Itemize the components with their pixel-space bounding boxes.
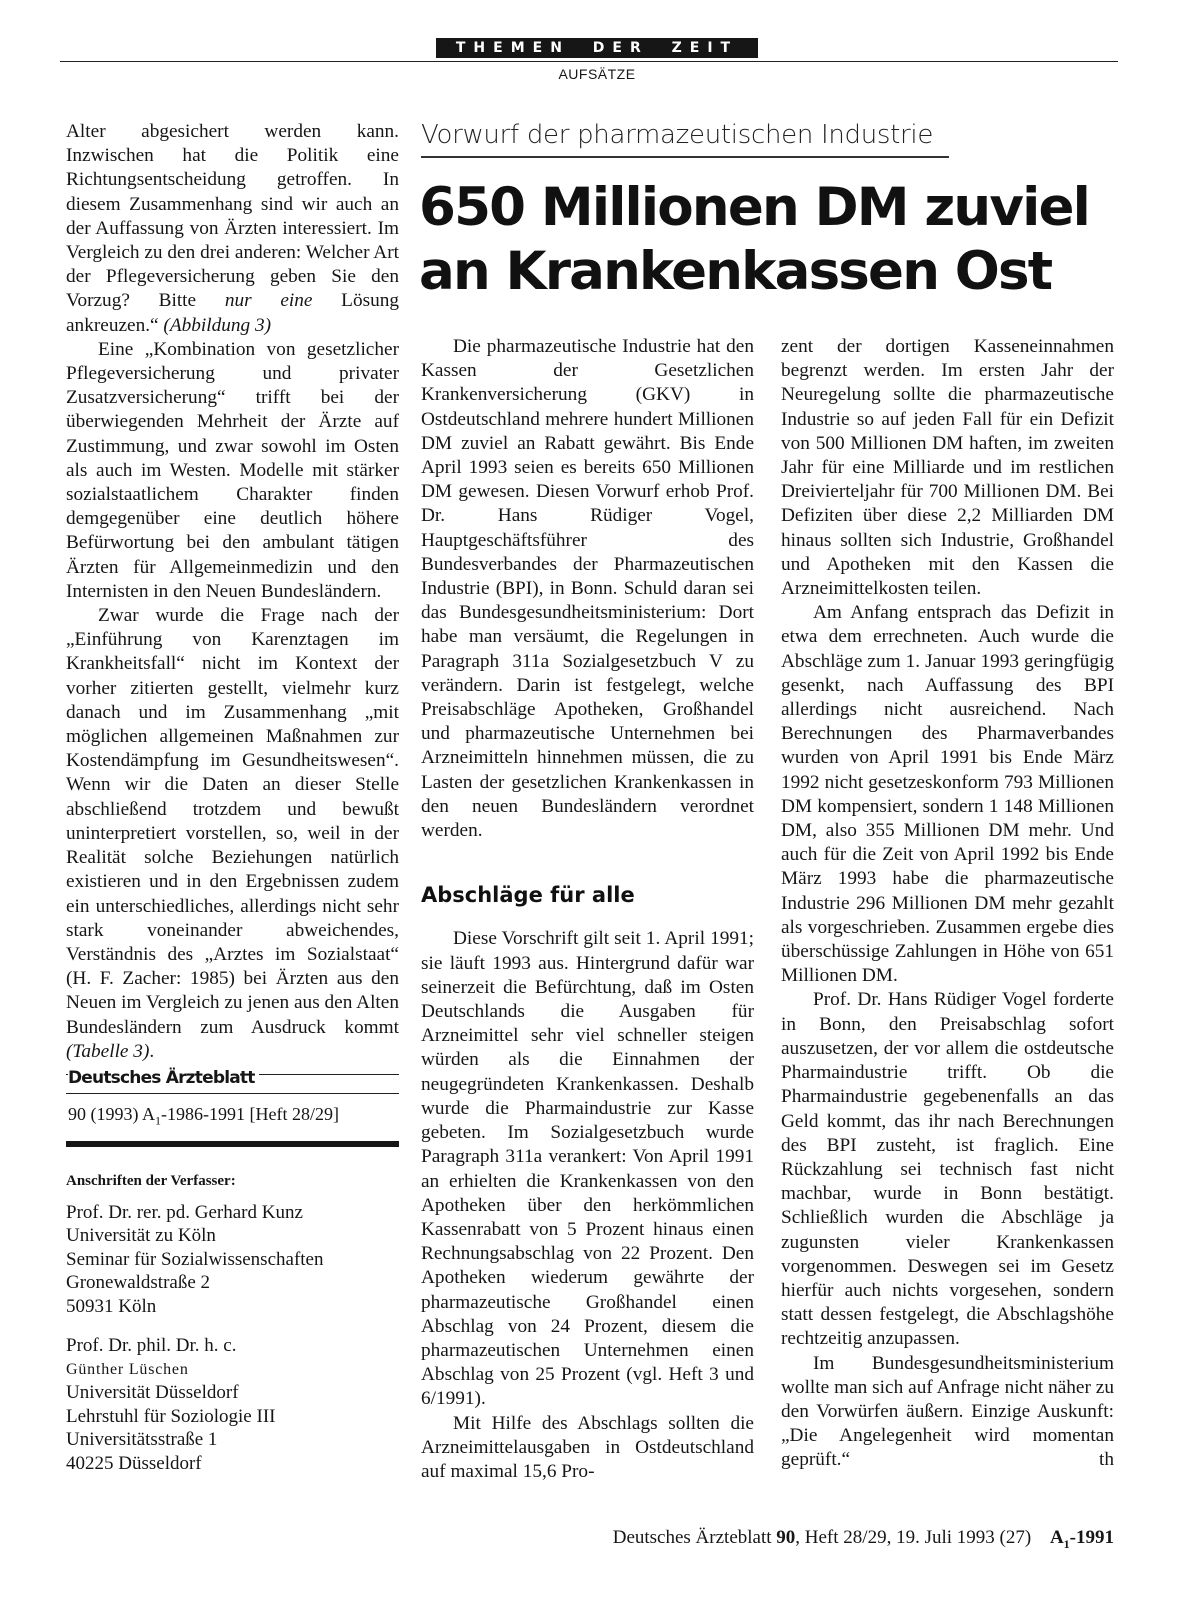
citation: 90 (1993) $A_1-1986-1991$ [Heft 28/29]	[68, 1103, 339, 1128]
closing-text: Im Bundesgesundheitsministerium wollte man sich auf Anfrage nicht näher zu den Vorwürfen äußern. Einzige Auskunft: „Die Angelegenheit wird momentan geprüft.“	[781, 1352, 1114, 1471]
address-line: 40225 Düsseldorf	[66, 1452, 202, 1474]
body-paragraph: Mit Hilfe des Abschlags sollten die Arzneimittelausgaben in Ostdeutschland auf maximal 15,6 Pro-	[421, 1412, 754, 1482]
address-block	[66, 1381, 399, 1475]
left-column	[66, 120, 399, 1475]
page-footer	[613, 1527, 1114, 1552]
headline-line: an Krankenkassen Ost	[419, 241, 1052, 302]
body-paragraph: Prof. Dr. Hans Rüdiger Vogel forderte in Bonn, den Preisabschlag sofort auszusetzen, der vor allem die ostdeutsche Pharmaindustrie trifft. Ob die Pharmaindustrie gegebenenfalls an das Geld kommt, das ihr nach Berechnungen des BPI zusteht, ist fraglich. Eine Rückzahlung sei technisch fast nicht machbar, wurde in Bonn bestätigt. Schließlich wurden die Abschläge ja zugunsten vieler Krankenkassen vorgenommen. Deswegen sei im Gesetz hierfür auch nichts vorgesehen, sondern statt dessen festgelegt, die Abschlagshöhe rechtzeitig anzupassen.	[781, 989, 1114, 1350]
address-line: Prof. Dr. rer. pd. Gerhard Kunz	[66, 1201, 303, 1223]
footer-journal: Deutsches Ärzteblatt	[612, 1527, 772, 1548]
body-paragraph: Die pharmazeutische Industrie hat den Kassen der Gesetzlichen Krankenversicherung (GKV) in Ostdeutschland mehrere hundert Millionen DM zuviel an Rabatt gewährt. Bis Ende April 1993 seien es bereits 650 Millionen DM gewesen. Diesen Vorwurf erhob Prof. Dr. Hans Rüdiger Vogel, Hauptgeschäftsführer des Bundesverbandes der Pharmazeutischen Industrie (BPI), in Bonn. Schuld daran sei das Bundesgesundheitsministerium: Dort habe man versäumt, die Regelungen in Paragraph 311a Sozialgesetzbuch V zu verändern. Darin ist festgelegt, welche Preisabschläge Apotheken, Großhandel und pharmazeutische Unternehmen bei Arzneimitteln hinnehmen müssen, die zu Lasten der gesetzlichen Krankenkassen in den neuen Bundesländern verordnet werden.	[421, 336, 754, 842]
article-kicker: Vorwurf der pharmazeutischen Industrie	[421, 120, 934, 150]
address-label: Anschriften der Verfasser:	[66, 1172, 236, 1189]
footer-issue: , Heft 28/29, 19. Juli 1993 (27)	[795, 1527, 1032, 1548]
body-paragraph: Am Anfang entsprach das Defizit in etwa dem errechneten. Auch wurde die Abschläge zum 1. Januar 1993 geringfügig gesenkt, nach Auffassung des BPI allerdings nicht ausreichend. Nach Berechnungen des Pharmaverbandes wurden von April 1991 bis Ende März 1992 nicht gesetzeskonform 793 Millionen DM kompensiert, sondern 1 148 Millionen DM, also 355 Millionen DM mehr. Und auch für die Zeit von April 1992 bis Ende März 1993 habe die pharmazeutische Industrie 296 Millionen DM mehr gezahlt als vorgeschrieben. Zusammen ergebe dies überschüssige Zahlungen in Höhe von 651 Millionen DM.	[781, 602, 1114, 987]
headline-line: 650 Millionen DM zuviel	[419, 177, 1089, 238]
author-name: Günther Lüschen	[66, 1360, 189, 1378]
body-paragraph: Eine „Kombination von gesetzlicher Pflegeversicherung und privater Zusatzversicherung“ trifft bei der überwiegenden Mehrheit der Ärzte auf Zustimmung, und zwar sowohl im Osten als auch im Westen. Modelle mit stärker sozialstaatlichem Charakter finden demgegenüber eine deutlich höhere Befürwortung bei den ambulant tätigen Ärzten für Allgemeinmedizin und den Internisten in den Neuen Bundesländern.	[66, 338, 399, 602]
address-line: Prof. Dr. phil. Dr. h. c.	[66, 1335, 237, 1357]
body-paragraph: zent der dortigen Kasseneinnahmen begrenzt werden. Im ersten Jahr der Neuregelung sollte die pharmazeutische Industrie so auf jeden Fall für ein Defizit von 500 Millionen DM haften, im zweiten Jahr für eine Milliarde und im restlichen Dreivierteljahr für 700 Millionen DM. Bei Defiziten über diese 2,2 Milliarden DM hinaus sollten sich Industrie, Großhandel und Apotheken mit den Kassen die Arzneimittelkosten teilen.	[781, 336, 1114, 600]
body-paragraph: Zwar wurde die Frage nach der „Einführung von Karenztagen im Krankheitsfall“ nicht im Kontext der vorher zitierten gestellt, vielmehr kurz danach und im Zusammenhang „mit möglichen allgemeinen Maßnahmen zur Kostendämpfung im Gesundheitswesen“. Wenn wir die Daten an dieser Stelle abschließend trotzdem und bewußt uninterpretiert vorstellen, so, weil in der Realität solche Beziehungen natürlich existieren und in den Ergebnissen zudem ein unterschiedliches, allerdings nicht sehr stark voneinander abweichendes, Verständnis des „Arztes im Sozialstaat“ (H. F. Zacher: 1985) bei Ärzten aus den Neuen im Vergleich zu jenen aus den Alten Bundesländern zum Ausdruck kommt (Tabelle 3).	[66, 605, 399, 1062]
address-line: Universitätsstraße 1	[66, 1429, 218, 1451]
address-line: Universität Düsseldorf	[66, 1382, 239, 1404]
author-initials: th	[1099, 1449, 1114, 1471]
page-number: $A_1-1991$	[1049, 1527, 1114, 1551]
signature-bar	[66, 1141, 399, 1147]
address-line: 50931 Köln	[66, 1295, 157, 1317]
kicker-underline	[421, 156, 949, 158]
middle-column	[421, 335, 754, 1484]
address-line: Lehrstuhl für Soziologie III	[66, 1405, 276, 1427]
header-rule	[60, 61, 1118, 62]
body-paragraph: Alter abgesichert werden kann. Inzwischen hat die Politik eine Richtungsentscheidung getroffen. In diesem Zusammenhang sind wir auch an der Auffassung von Ärzten interessiert. Im Vergleich zu den drei anderen: Welcher Art der Pflegeversicherung geben Sie den Vorzug? Bitte nur eine Lösung ankreuzen.“ (Abbildung 3)	[66, 121, 400, 336]
address-line: Universität zu Köln	[66, 1225, 216, 1247]
subheading: Abschläge für alle	[421, 883, 635, 908]
address-line: Seminar für Sozialwissenschaften	[66, 1248, 324, 1270]
footer-volume: 90	[776, 1527, 796, 1548]
body-paragraph: Diese Vorschrift gilt seit 1. April 1991; sie läuft 1993 aus. Hintergrund dafür war seinerzeit die Befürchtung, daß im Osten Deutschlands die Ausgaben für Arzneimittel sehr viel schneller steigen würden als die Einnahmen der neugegründeten Krankenkassen. Deshalb wurde die Pharmaindustrie zur Kasse gebeten. Im Sozialgesetzbuch wurde Paragraph 311a verankert: Von April 1991 an erhielten die Krankenkassen von den Apotheken über den herkömmlichen Kassenrabatt von 5 Prozent hinaus einen Rechnungsabschlag von 22 Prozent. Den Apotheken wiederum gewährte der pharmazeutische Großhandel einen Abschlag von 24 Prozent, diesem die pharmazeutischen Unternehmen einen Abschlag von 25 Prozent (vgl. Heft 3 und 6/1991).	[421, 928, 754, 1410]
address-block	[66, 1201, 399, 1319]
article-headline	[419, 176, 1139, 304]
magazine-signature	[66, 1067, 399, 1147]
author-addresses	[66, 1201, 399, 1476]
address-line: Gronewaldstraße 2	[66, 1272, 211, 1294]
signature-rule	[66, 1093, 399, 1094]
section-banner: THEMEN DER ZEIT	[436, 38, 758, 58]
right-column	[781, 335, 1114, 1473]
body-paragraph	[781, 1352, 1114, 1473]
section-label: AUFSÄTZE	[558, 66, 636, 82]
magazine-name: Deutsches Ärzteblatt	[66, 1070, 399, 1087]
